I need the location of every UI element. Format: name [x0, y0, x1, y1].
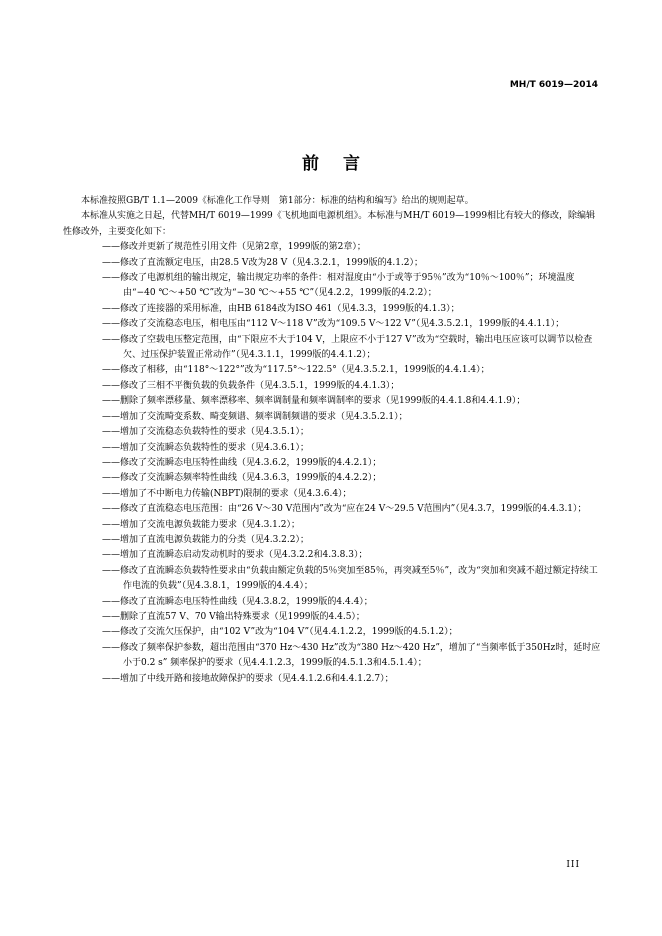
change-item: ——修改了直流瞬态负载特性要求由“负载由额定负载的5％突加至85％，再突减至5％”，改为“突加和突减不超过额定持续工作电流的负载”（见4.3.8.1，1999版的4.4.4）； [102, 565, 598, 592]
page-title: 前言 [302, 154, 384, 174]
change-item: ——增加了交流畸变系数、畸变频谱、频率调制频谱的要求（见4.3.5.2.1）； [102, 411, 408, 422]
change-item: ——增加了交流电源负载能力要求（见4.3.1.2）； [102, 519, 300, 530]
change-item: ——修改了三相不平衡负载的负载条件（见4.3.5.1，1999版的4.4.1.3）； [102, 380, 400, 391]
change-item: ——修改了空载电压整定范围，由“下限应不大于104 V，上限应不小于127 V”改为“空载时，输出电压应该可以调节以检查欠、过压保护装置正常动作”（见4.3.1.1，1999版的4.4.1.2）； [102, 334, 593, 361]
change-item: ——修改了交流欠压保护，由“102 V”改为“104 V”（见4.4.1.2.2，1999版的4.5.1.2）； [102, 627, 458, 638]
page-number: III [566, 860, 580, 870]
change-item: ——修改了交流瞬态电压特性曲线（见4.3.6.2，1999版的4.4.2.1）； [102, 457, 382, 468]
change-item: ——修改了直流稳态电压范围：由“26 V～30 V范围内”改为“应在24 V～29.5 V范围内”（见4.3.7，1999版的4.4.3.1）； [102, 504, 587, 515]
change-item: ——修改了直流额定电压，由28.5 V改为28 V（见4.3.2.1，1999版的4.1.2）； [102, 257, 424, 268]
standard-code: MH/T 6019—2014 [509, 80, 598, 90]
change-item: ——修改了直流瞬态电压特性曲线（见4.3.8.2，1999版的4.4.4）； [102, 596, 373, 607]
change-item: ——修改了相移，由“118°～122°”改为“117.5°～122.5°（见4.3.5.2.1，1999版的4.4.1.4）； [102, 365, 490, 376]
preface-body [63, 194, 603, 687]
change-item: ——增加了直流瞬态启动发动机时的要求（见4.3.2.2和4.3.8.3）； [102, 550, 368, 561]
intro-paragraph-replacement: 本标准从实施之日起，代替MH/T 6019—1999《飞机地面电源机组》。本标准与MH/T 6019—1999相比有较大的修改，除编辑性修改外，主要变化如下： [63, 211, 596, 237]
change-item: ——修改了频率保护参数，超出范围由“370 Hz～430 Hz”改为“380 Hz～420 Hz”，增加了“当频率低于350Hz时，延时应小于0.2 s” 频率保护的要求（见4.4.1.2.3，1999版的4.5.1.3和4.5.1.4）； [102, 642, 601, 669]
change-item: ——修改并更新了规范性引用文件（见第2章，1999版的第2章）； [102, 242, 366, 253]
change-item: ——增加了不中断电力传输(NBPT)限制的要求（见4.3.6.4）； [102, 488, 352, 499]
change-item: ——增加了中线开路和接地故障保护的要求（见4.4.1.2.6和4.4.1.2.7）； [102, 673, 394, 684]
change-item: ——增加了交流稳态负载特性的要求（见4.3.5.1）； [102, 427, 309, 438]
change-item: ——修改了连接器的采用标准，由HB 6184改为ISO 461（见4.3.3，1999版的4.1.3）； [102, 303, 460, 314]
change-item: ——删除了频率漂移量、频率漂移率、频率调制量和频率调制率的要求（见1999版的4.4.1.8和4.4.1.9）； [102, 396, 526, 407]
change-item: ——增加了交流瞬态负载特性的要求（见4.3.6.1）； [102, 442, 309, 453]
change-item: ——修改了交流稳态电压，相电压由“112 V～118 V”改为“109.5 V～122 V”（见4.3.5.2.1，1999版的4.4.1.1）； [102, 319, 565, 330]
change-item: ——修改了电源机组的输出规定，输出规定功率的条件：相对湿度由“小于或等于95％”改为“10％～100％”；环境温度由“−40 ℃～+50 ℃”改为“−30 ℃～+55 ℃”（见4.2.2，1999版的4.2.2）； [102, 273, 575, 299]
change-item: ——增加了直流电源负载能力的分类（见4.3.2.2）； [102, 534, 309, 545]
changes-list [63, 240, 603, 687]
intro-paragraph-drafting-rules: 本标准按照GB/T 1.1—2009《标准化工作导则 第1部分：标准的结构和编写》给出的规则起草。 [81, 196, 474, 206]
change-item: ——删除了直流57 V、70 V输出特殊要求（见1999版的4.4.5）； [102, 611, 365, 622]
change-item: ——修改了交流瞬态频率特性曲线（见4.3.6.3，1999版的4.4.2.2）； [102, 473, 382, 484]
